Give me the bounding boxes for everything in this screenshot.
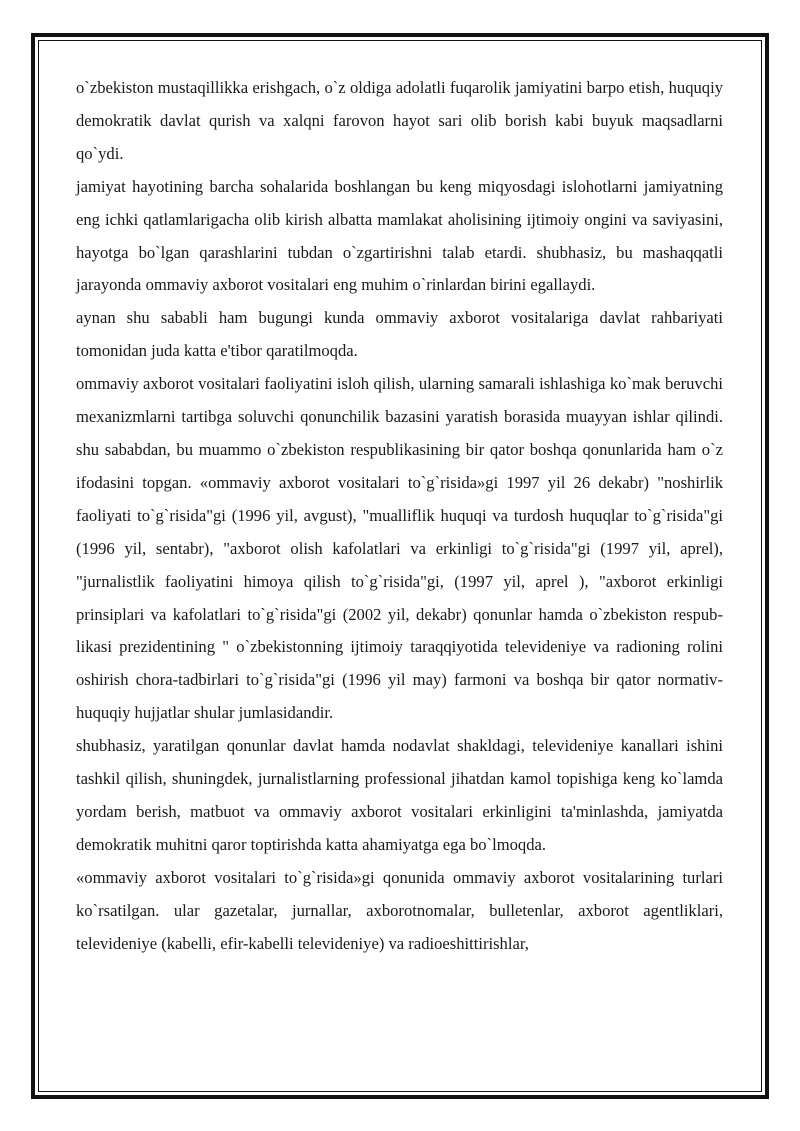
paragraph-6: «ommaviy axborot vositalari to`g`risida»gi qonunida ommaviy axborot vositalarining turlari ko`rsatilgan. ular gazetalar, jurnallar, axborotnomalar, bulletenlar, axborot agentliklari, televideniye (kabelli, efir-kabelli televideniye) va radioeshittirishlar, xyxy=(76,867,723,953)
document-body xyxy=(76,72,723,960)
paragraph-2: jamiyat hayotining barcha sohalarida boshlangan bu keng miqyosdagi islohotlarni jamiyatning eng ichki qatlamlarigacha olib kirish albatta mamlakat aholisining ijtimoiy ongini va saviyasini, hayotga bo`lgan qarashlarini tubdan o`zgartirishni talab etardi. shubhasiz, bu mashaqqatli jarayonda ommaviy axborot vositalari eng muhim o`rinlardan birini egallaydi. xyxy=(76,176,723,295)
paragraph-3: aynan shu sababli ham bugungi kunda ommaviy axborot vositalariga davlat rahbariyati tomonidan juda katta e'tibor qaratilmoqda. xyxy=(76,308,723,361)
paragraph-4: ommaviy axborot vositalari faoliyatini isloh qilish, ularning samarali ishlashiga ko`mak beruvchi mexanizmlarni tartibga soluvchi qonunchilik bazasini yaratish borasida muayyan ishlar qilindi. shu sababdan, bu muammo o`zbekiston respublikasining bir qator boshqa qonunlarida ham o`z ifodasini topgan. «ommaviy axborot vositalari to`g`risida»gi 1997 yil 26 dekabr) "noshirlik faoliyati to`g`risida"gi (1996 yil, avgust), "mualliflik huquqi va turdosh huquqlar to`g`risida"gi (1996 yil, sentabr), "axborot olish kafolatlari va erkinligi to`g`risida"gi (1997 yil, aprel), "jurnalistlik faoliyatini himoya qilish to`g`risida"gi, (1997 yil, aprel ), "axborot erkinligi prinsiplari va kafolatlari to`g`risida"gi (2002 yil, dekabr) qonunlar hamda o`zbekiston respub-likasi prezidentining " o`zbekistonning ijtimoiy taraqqiyotida televideniye va radioning rolini oshirish chora-tadbirlari to`g`risida"gi (1996 yil may) farmoni va boshqa bir qator normativ-huquqiy hujjatlar shular jumlasidandir. xyxy=(76,374,723,723)
paragraph-1: o`zbekiston mustaqillikka erishgach, o`z oldiga adolatli fuqarolik jamiyatini barpo etish, huquqiy demokratik davlat qurish va xalqni farovon hayot sari olib borish kabi buyuk maqsadlarni qo`ydi. xyxy=(76,78,723,163)
paragraph-5: shubhasiz, yaratilgan qonunlar davlat hamda nodavlat shakldagi, televideniye kanallari ishini tashkil qilish, shuningdek, jurnalistlarning professional jihatdan kamol topishiga keng ko`lamda yordam berish, matbuot va ommaviy axborot vositalari erkinligini ta'minlashda, jamiyatda demokratik muhitni qaror toptirishda katta ahamiyatga ega bo`lmoqda. xyxy=(76,736,723,854)
